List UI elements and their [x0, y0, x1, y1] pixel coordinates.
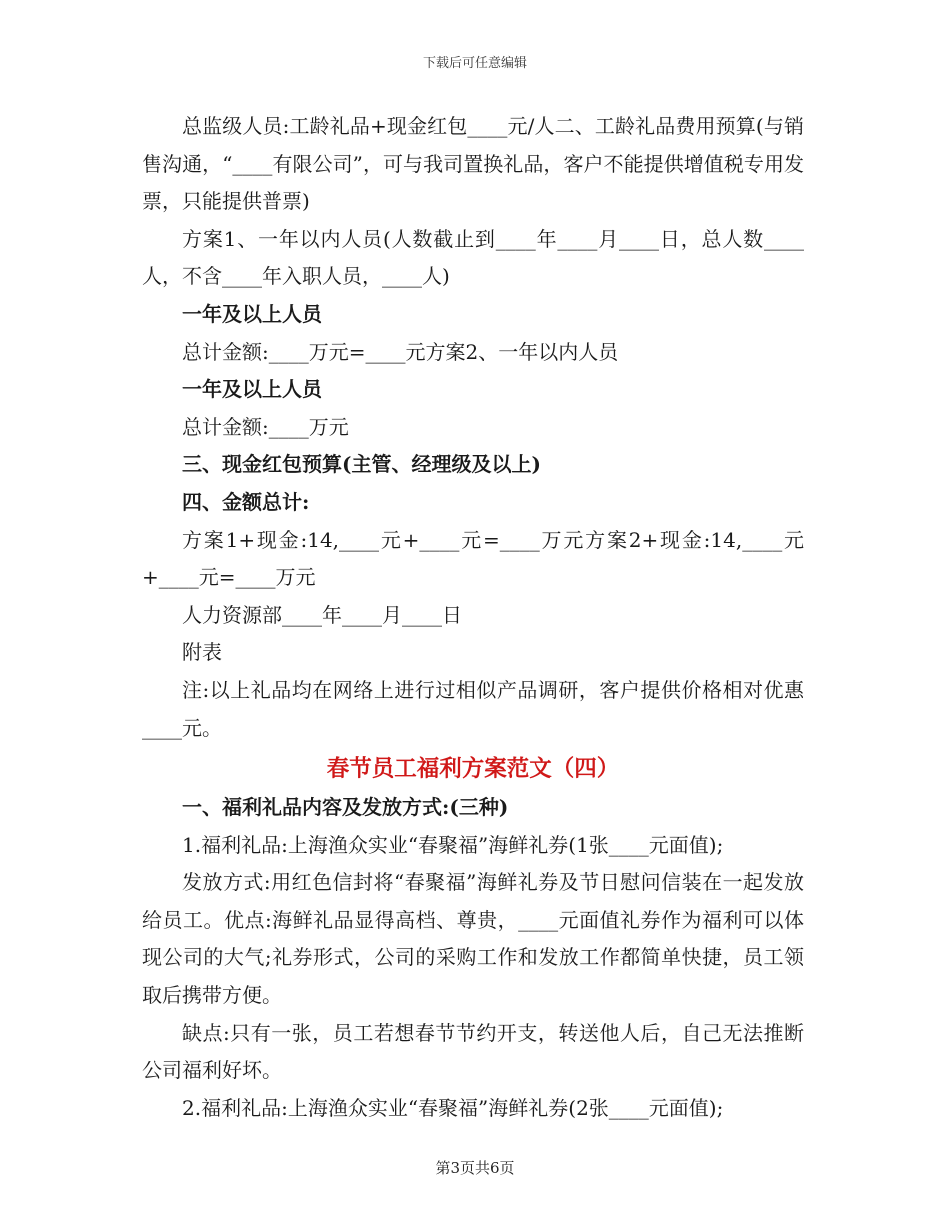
document-title: 春节员工福利方案范文（四） [326, 756, 620, 783]
paragraph: 缺点:只有一张，员工若想春节节约开支，转送他人后，自己无法推断公司福利好坏。 [142, 1020, 804, 1083]
paragraph: 注:以上礼品均在网络上进行过相似产品调研，客户提供价格相对优惠____元。 [142, 677, 804, 740]
paragraph: 总计金额:____万元=____元方案2、一年以内人员 [182, 339, 619, 364]
paragraph: 发放方式:用红色信封将“春聚福”海鲜礼券及节日慰问信装在一起发放给员工。优点:海鲜礼品显得高档、尊贵，____元面值礼券作为福利可以体现公司的大气;礼券形式，公司的采购工作和发放工作都简单快捷，员工领取后携带方便。 [142, 870, 804, 1008]
paragraph: 人力资源部____年____月____日 [182, 602, 462, 627]
paragraph: 方案1、一年以内人员(人数截止到____年____月____日，总人数____人，不含____年入职人员，____人) [142, 226, 804, 289]
subheading: 一年及以上人员 [182, 301, 322, 326]
paragraph: 总监级人员:工龄礼品+现金红包____元/人二、工龄礼品费用预算(与销售沟通，“____有限公司”，可与我司置换礼品，客户不能提供增值税专用发票，只能提供普票) [142, 114, 804, 214]
paragraph: 附表 [182, 640, 222, 665]
page-header-note: 下载后可任意编辑 [422, 56, 527, 71]
paragraph: 2.福利礼品:上海渔众实业“春聚福”海鲜礼券(2张____元面值); [182, 1095, 724, 1120]
document-body [142, 108, 804, 1127]
section-heading: 三、现金红包预算(主管、经理级及以上) [182, 452, 541, 477]
subheading: 一年及以上人员 [182, 377, 322, 402]
section-heading: 一、福利礼品内容及发放方式:(三种) [182, 795, 509, 820]
section-heading: 四、金额总计: [182, 489, 310, 514]
page-number: 第3页共6页 [435, 1159, 515, 1177]
paragraph: 1.福利礼品:上海渔众实业“春聚福”海鲜礼券(1张____元面值); [182, 832, 724, 857]
paragraph: 方案1+现金:14,____元+____元=____万元方案2+现金:14,____元+____元=____万元 [142, 527, 804, 590]
paragraph: 总计金额:____万元 [182, 414, 349, 439]
